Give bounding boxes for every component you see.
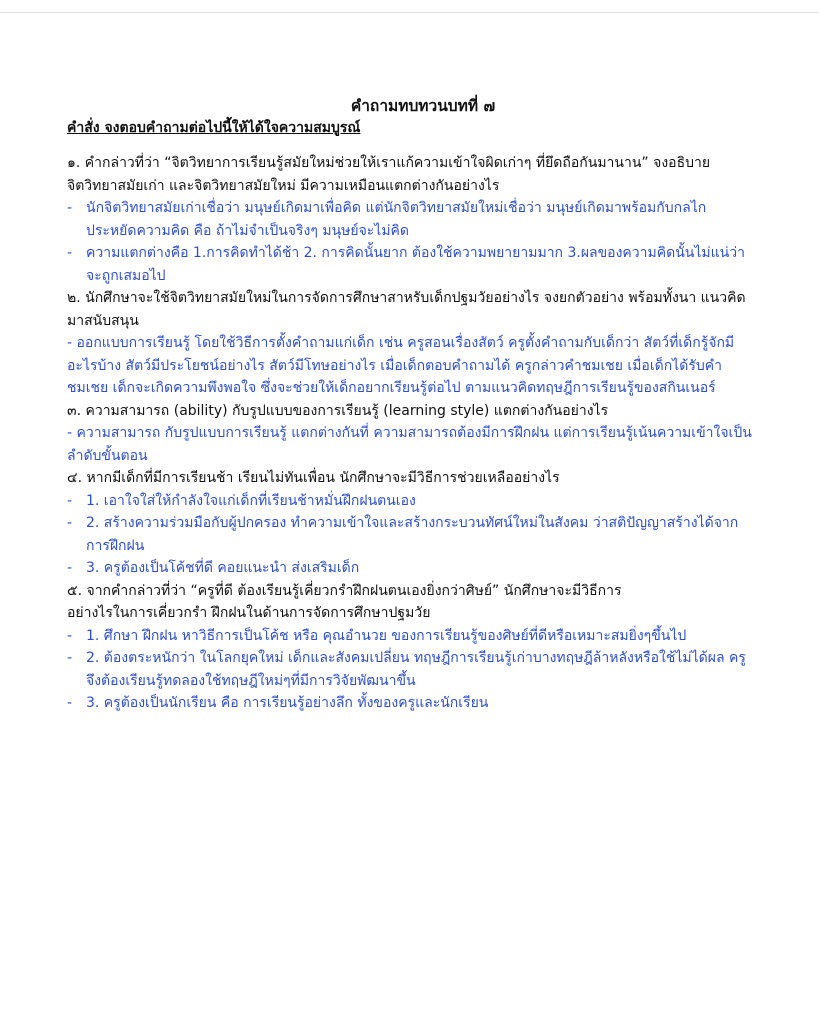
answer-text: 1. ศึกษา ฝึกฝน หาวิธีการเป็นโค้ช หรือ คุณอำนวย ของการเรียนรู้ของศิษย์ที่ดีหรือเหมาะสมยิ่งๆขึ้นไป — [86, 627, 687, 644]
question-5-line-1: ๕. จากคำกล่าวที่ว่า “ครูที่ดี ต้องเรียนรู้เคี่ยวกรำฝึกฝนตนเองยิ่งกว่าศิษย์” นักศึกษาจะมีวิธีการ — [67, 582, 622, 599]
answer-item — [67, 197, 757, 242]
bullet-dash: - — [67, 627, 73, 644]
answer-text: นักจิตวิทยาสมัยเก่าเชื่อว่า มนุษย์เกิดมาเพื่อคิด แต่นักจิตวิทยาสมัยใหม่เชื่อว่า มนุษย์เกิดมาพร้อมกับกลไก ประหยัดความคิด คือ ถ้าไม่จำเป็นจริงๆ มนุษย์จะไม่คิด — [86, 200, 707, 239]
answer-item — [67, 625, 757, 648]
bullet-dash: - — [67, 245, 73, 261]
question-1: ๑. คำกล่าวที่ว่า “จิตวิทยาการเรียนรู้สมัยใหม่ช่วยให้เราแก้ความเข้าใจผิดเก่าๆ ที่ยึดถือกันมานาน” จงอธิบาย จิตวิทยาสมัยเก่า และจิตวิทยาสมัยใหม่ มีความเหมือนแตกต่างกันอย่างไร — [67, 155, 711, 194]
page-title: คำถามทบทวนบทที่ ๗ — [350, 97, 496, 115]
answer-item — [67, 512, 757, 557]
bullet-dash: - — [67, 492, 73, 509]
question-5-line-2: อย่างไรในการเคี่ยวกรำ ฝึกฝนในด้านการจัดการศึกษาปฐมวัย — [67, 605, 431, 621]
answer-text: 2. สร้างความร่วมมือกับผู้ปกครอง ทำความเข้าใจและสร้างกระบวนทัศน์ใหม่ในสังคม ว่าสติปัญญาสร้างได้จากการฝึกฝน — [86, 515, 739, 554]
answer-text: ความแตกต่างคือ 1.การคิดทำได้ช้า 2. การคิดนั้นยาก ต้องใช้ความพยายามมาก 3.ผลของความคิดนั้นไม่แน่ว่าจะถูกเสมอไป — [86, 245, 745, 284]
bullet-dash: - — [67, 695, 73, 711]
top-border-line — [0, 12, 819, 13]
question-2: ๒. นักศึกษาจะใช้จิตวิทยาสมัยใหม่ในการจัดการศึกษาสาหรับเด็กปฐมวัยอย่างไร จงยกตัวอย่าง พร้อมทั้งนา แนวคิดมาสนับสนุน — [67, 290, 746, 329]
answer-item — [67, 692, 757, 715]
instruction: คำสั่ง จงตอบคำถามต่อไปนี้ให้ได้ใจความสมบูรณ์ — [67, 120, 361, 136]
answer-paragraph: - ความสามารถ กับรูปแบบการเรียนรู้ แตกต่างกันที่ ความสามารถต้องมีการฝึกฝน แต่การเรียนรู้เน้นความเข้าใจเป็นลำดับขั้นตอน — [67, 425, 752, 464]
bullet-dash: - — [67, 515, 73, 531]
answer-item — [67, 557, 757, 580]
answer-text: 3. ครูต้องเป็นโค้ชที่ดี คอยแนะนำ ส่งเสริมเด็ก — [86, 560, 360, 576]
answer-item — [67, 242, 757, 287]
answer-text: 2. ต้องตระหนักว่า ในโลกยุคใหม่ เด็กและสังคมเปลี่ยน ทฤษฎีการเรียนรู้เก่าบางทฤษฎีล้าหลังหรือใช้ไม่ได้ผล ครูจึงต้องเรียนรู้ทดลองใช้ทฤษฎีใหม่ๆที่มีการวิจัยพัฒนาขึ้น — [86, 650, 746, 689]
question-4: ๔. หากมีเด็กที่มีการเรียนช้า เรียนไม่ทันเพื่อน นักศึกษาจะมีวิธีการช่วยเหลืออย่างไร — [67, 470, 560, 486]
answer-text: 1. เอาใจใส่ให้กำลังใจแก่เด็กที่เรียนช้าหมั่นฝึกฝนตนเอง — [86, 492, 416, 509]
answer-item — [67, 490, 757, 513]
bullet-dash: - — [67, 560, 73, 576]
answer-paragraph: - ออกแบบการเรียนรู้ โดยใช้วิธีการตั้งคำถามแก่เด็ก เช่น ครูสอนเรื่องสัตว์ ครูตั้งคำถามกับเด็กว่า สัตว์ที่เด็กรู้จักมีอะไรบ้าง สัตว์มีประโยชน์อย่างไร สัตว์มีโทษอย่างไร เมื่อเด็กตอบคำถามได้ ครูกล่าวคำชมเชย เมื่อเด็กได้รับคำชมเชย เด็กจะเกิดความพึงพอใจ ซึ่งจะช่วยให้เด็กอยากเรียนรู้ต่อไป ตามแนวคิดทฤษฎีการเรียนรู้ของสกินเนอร์ — [67, 335, 735, 396]
document-page — [67, 95, 757, 715]
answer-text: 3. ครูต้องเป็นนักเรียน คือ การเรียนรู้อย่างลึก ทั้งของครูและนักเรียน — [86, 695, 489, 711]
question-3: ๓. ความสามารถ (ability) กับรูปแบบของการเรียนรู้ (learning style) แตกต่างกันอย่างไร — [67, 402, 609, 419]
bullet-dash: - — [67, 650, 73, 666]
answer-item — [67, 647, 757, 692]
bullet-dash: - — [67, 200, 73, 216]
